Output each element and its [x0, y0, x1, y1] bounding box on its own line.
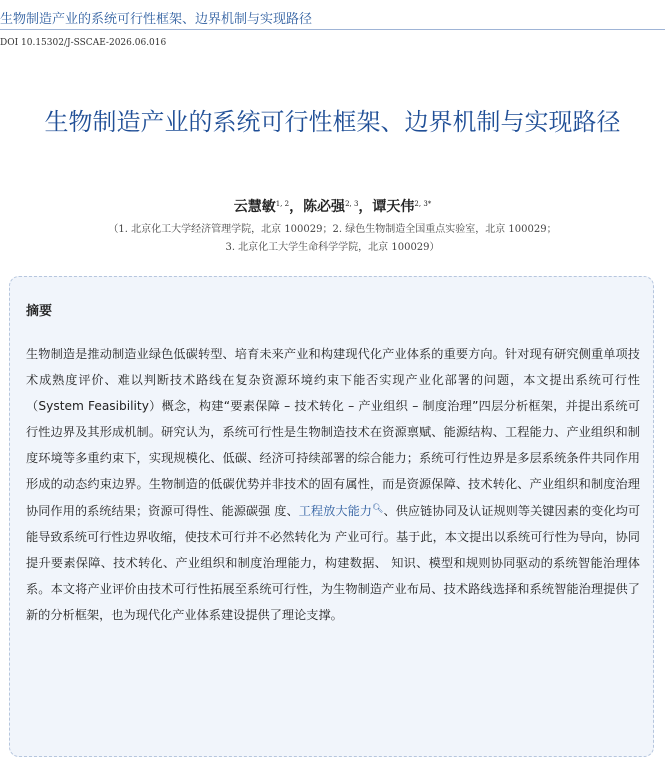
- author-affiliation-marker: 1, 2: [275, 200, 290, 208]
- author-separator: ，: [358, 199, 373, 215]
- author-affiliation-marker: 2, 3*: [414, 200, 432, 208]
- author-list: [0, 196, 665, 216]
- affiliations: [10, 221, 655, 257]
- author-name: 谭天伟: [372, 199, 415, 215]
- abstract-text-part: 、供应链协同及认证规则等关键因素的变化均可能导致系统可行性边界收缩，使技术可行并不必然转化为 产业可行。基于此，本文提出以系统可行性为导向，协同提升要素保障、技术转化、产业组织和制度治理能力，构建数据、 知识、模型和规则协同驱动的系统智能治理体系。本文将产业评价由技术可行性拓展至系统可行性，为生物制造产业布局、技术路线选择和系统智能治理提供了新的分析框架，也为现代化产业体系建设提供了理论支撑。: [26, 504, 641, 623]
- author-name: 云慧敏: [233, 199, 276, 215]
- abstract-text-part: 生物制造是推动制造业绿色低碳转型、培育未来产业和构建现代化产业体系的重要方向。针对现有研究侧重单项技术成熟度评价、难以判断技术路线在复杂资源环境约束下能否实现产业化部署的问题，本文提出系统可行性（System Feasibility）概念，构建“要素保障 – 技术转化 – 产业组织 – 制度治理”四层分析框架，并提出系统可行性边界及其形成机制。研究认为，系统可行性是生物制造技术在资源禀赋、能源结构、工程能力、产业组织和制度环境等多重约束下，实现规模化、低碳、经济可持续部署的综合能力；系统可行性边界是多层系统条件共同作用形成的动态约束边界。生物制造的低碳优势并非技术的固有属性，而是资源保障、技术转化、产业组织和制度治理协同作用的系统结果；资源可得性、能源碳强 度、: [26, 347, 640, 519]
- header-divider: [0, 29, 665, 30]
- glossary-term-label: 工程放大能力: [298, 504, 373, 519]
- author-affiliation-marker: 2, 3: [345, 200, 359, 208]
- article-title: 生物制造产业的系统可行性框架、边界机制与实现路径: [44, 108, 621, 136]
- magnifier-icon: 🔍︎: [372, 504, 384, 515]
- doi: DOI 10.15302/J-SSCAE-2026.06.016: [0, 38, 167, 48]
- abstract-heading: 摘要: [26, 304, 53, 319]
- abstract-box: [9, 276, 654, 757]
- affiliation-line: 3. 北京化工大学生命科学学院，北京 100029）: [225, 242, 440, 253]
- abstract-text: [26, 342, 640, 629]
- author-name: 陈必强: [303, 199, 346, 215]
- running-title: 生物制造产业的系统可行性框架、边界机制与实现路径: [0, 12, 313, 27]
- affiliation-line: （1. 北京化工大学经济管理学院，北京 100029；2. 绿色生物制造全国重点实验室，北京 100029；: [108, 224, 557, 235]
- glossary-term-link[interactable]: [299, 504, 384, 518]
- author-separator: ，: [289, 199, 304, 215]
